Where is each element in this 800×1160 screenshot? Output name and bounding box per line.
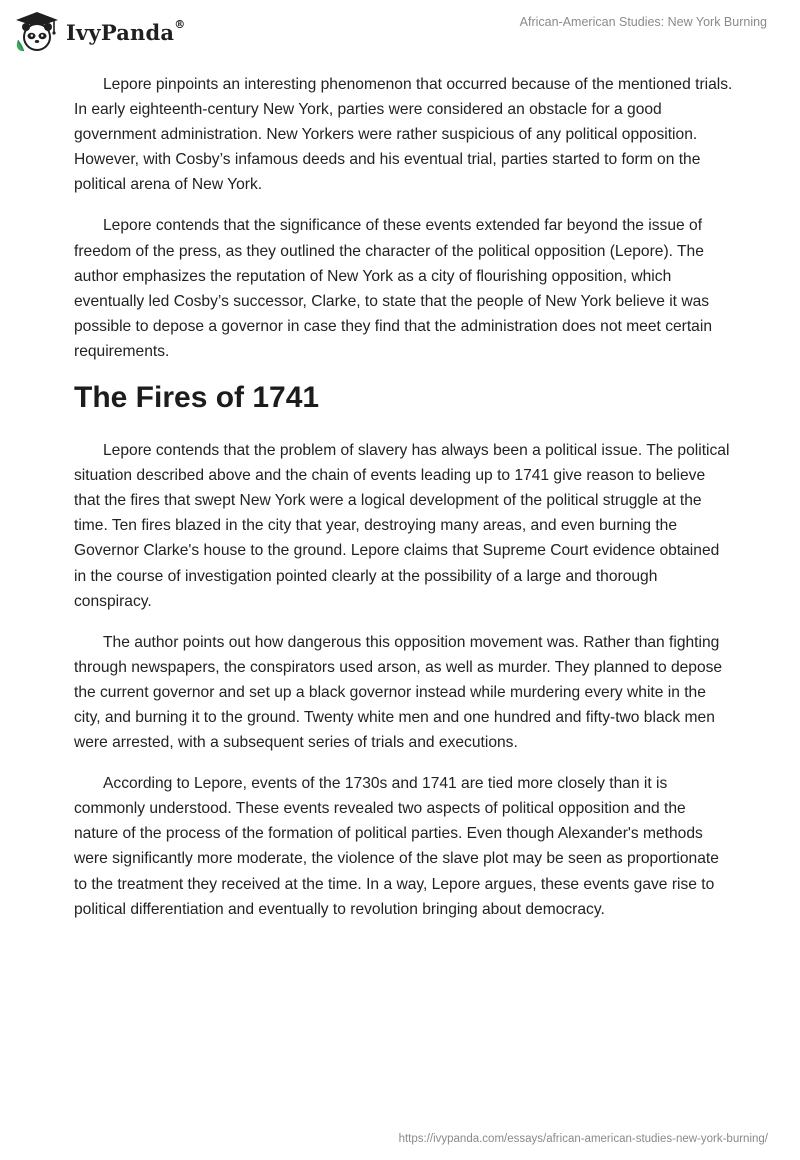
essay-body [74, 72, 734, 938]
panda-graduation-cap-icon [14, 10, 60, 54]
source-url-link[interactable]: https://ivypanda.com/essays/african-american-studies-new-york-burning/ [398, 1133, 768, 1145]
section-heading: The Fires of 1741 [74, 381, 320, 415]
paragraph: The author points out how dangerous this opposition movement was. Rather than fighting through newspapers, the conspirators used arson, as well as murder. They planned to depose the current governor and set up a black governor instead while murdering every white in the city, and burning it to the ground. Twenty white men and one hundred and fifty-two black men were arrested, with a subsequent series of trials and executions. [74, 633, 723, 752]
brand-name [66, 17, 186, 45]
running-title: African-American Studies: New York Burning [519, 15, 767, 29]
registered-mark: ® [174, 17, 186, 31]
page-header [0, 0, 800, 60]
paragraph: Lepore pinpoints an interesting phenomenon that occurred because of the mentioned trials. In early eighteenth-century New York, parties were considered an obstacle for a good government administration. New Yorkers were rather suspicious of any political opposition. However, with Cosby’s infamous deeds and his eventual trial, parties started to form on the political arena of New York. [74, 76, 733, 194]
ivypanda-logo[interactable] [14, 10, 185, 54]
paragraph: Lepore contends that the problem of slavery has always been a political issue. The political situation described above and the chain of events leading up to 1741 give reason to believe that the fires that swept New York were a logical development of the political struggle at the time. Ten fires blazed in the city that year, destroying many areas, and even burning the Governor Clarke's house to the ground. Lepore claims that Supreme Court evidence obtained in the course of investigation pointed clearly at the possibility of a large and thorough conspiracy. [74, 442, 730, 610]
paragraph: According to Lepore, events of the 1730s and 1741 are tied more closely than it is commonly understood. These events revealed two aspects of political opposition and the nature of the process of the formation of political parties. Even though Alexander's methods were significantly more moderate, the violence of the slave plot may be seen as proportionate to the treatment they received at the time. In a way, Lepore argues, these events gave rise to political differentiation and eventually to revolution bringing about democracy. [74, 775, 719, 918]
brand-text: IvyPanda [66, 19, 175, 45]
paragraph: Lepore contends that the significance of these events extended far beyond the issue of freedom of the press, as they outlined the character of the political opposition (Lepore). The author emphasizes the reputation of New York as a city of flourishing opposition, which eventually led Cosby’s successor, Clarke, to state that the people of New York believe it was possible to depose a governor in case they find that the administration does not meet certain requirements. [74, 217, 712, 360]
